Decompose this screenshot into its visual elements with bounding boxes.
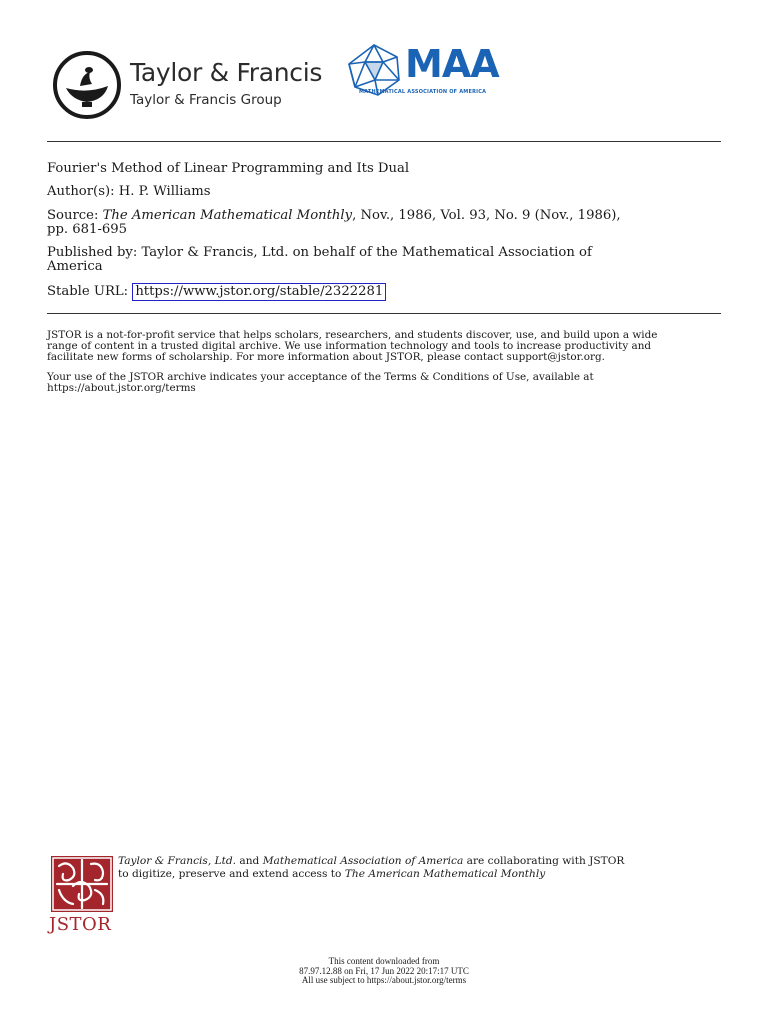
stable-url-link[interactable]: https://www.jstor.org/stable/2322281: [132, 283, 386, 301]
collab-mid: are collaborating with JSTOR: [463, 855, 625, 867]
collab-line-1: [118, 855, 718, 868]
bottom-divider: [47, 313, 721, 314]
author-line: [47, 184, 727, 199]
maa-full-name: MATHEMATICAL ASSOCIATION OF AMERICA: [359, 89, 487, 95]
collab-and: and: [236, 855, 263, 867]
download-line: 87.97.12.88 on Fri, 17 Jun 2022 20:17:17 UTC: [299, 965, 469, 976]
stable-url-line: [47, 283, 727, 301]
collab-line-2: [118, 868, 718, 881]
terms-notice: [47, 372, 727, 394]
source-label: Source:: [47, 208, 99, 223]
notice-line: range of content in a trusted digital archive. We use information technology and tools to increase productivity and: [47, 340, 652, 352]
collab-org-1: Taylor & Francis, Ltd.: [118, 855, 237, 867]
jstor-notice: [47, 330, 727, 363]
published-line-cont: America: [47, 259, 103, 274]
download-line: This content downloaded from: [328, 956, 440, 966]
published-by: Taylor & Francis, Ltd. on behalf of the Mathematical Association of: [141, 245, 592, 260]
collab-prefix: to digitize, preserve and extend access to: [118, 868, 345, 880]
author-name: H. P. Williams: [118, 184, 211, 199]
stable-url-label: Stable URL:: [47, 284, 129, 299]
maa-logo: [345, 42, 499, 104]
notice-line: JSTOR is a not-for-profit service that helps scholars, researchers, and students discover, use, and build upon a wide: [47, 329, 658, 341]
download-line: All use subject to https://about.jstor.org/terms: [301, 975, 467, 985]
taylor-francis-logo: [52, 50, 342, 120]
jstor-wordmark: JSTOR: [49, 914, 112, 935]
published-line: [47, 245, 727, 260]
collab-journal: The American Mathematical Monthly: [344, 868, 546, 880]
author-label: Author(s):: [47, 184, 115, 199]
maa-wordmark: MAA: [405, 42, 499, 86]
top-divider: [47, 141, 721, 142]
jstor-seal-icon: [51, 856, 113, 912]
publisher-group: Taylor & Francis Group: [130, 92, 282, 108]
collab-org-2: Mathematical Association of America: [262, 855, 464, 867]
source-details: , Nov., 1986, Vol. 93, No. 9 (Nov., 1986),: [352, 208, 621, 223]
source-line: [47, 208, 727, 223]
download-notice: [184, 957, 584, 986]
publisher-name: Taylor & Francis: [130, 58, 323, 87]
notice-line: facilitate new forms of scholarship. For more information about JSTOR, please contact support@jstor.org.: [47, 351, 605, 363]
terms-link[interactable]: https://about.jstor.org/terms: [47, 382, 196, 394]
lamp-emblem-icon: [52, 50, 122, 120]
jstor-logo: [49, 856, 115, 936]
terms-line: Your use of the JSTOR archive indicates your acceptance of the Terms & Conditions of Use, available at: [47, 371, 594, 383]
published-label: Published by:: [47, 245, 138, 260]
pages-line: pp. 681-695: [47, 222, 128, 237]
journal-title: The American Mathematical Monthly: [102, 208, 353, 223]
collaboration-note: [118, 855, 718, 881]
article-title: Fourier's Method of Linear Programming and Its Dual: [47, 161, 410, 176]
